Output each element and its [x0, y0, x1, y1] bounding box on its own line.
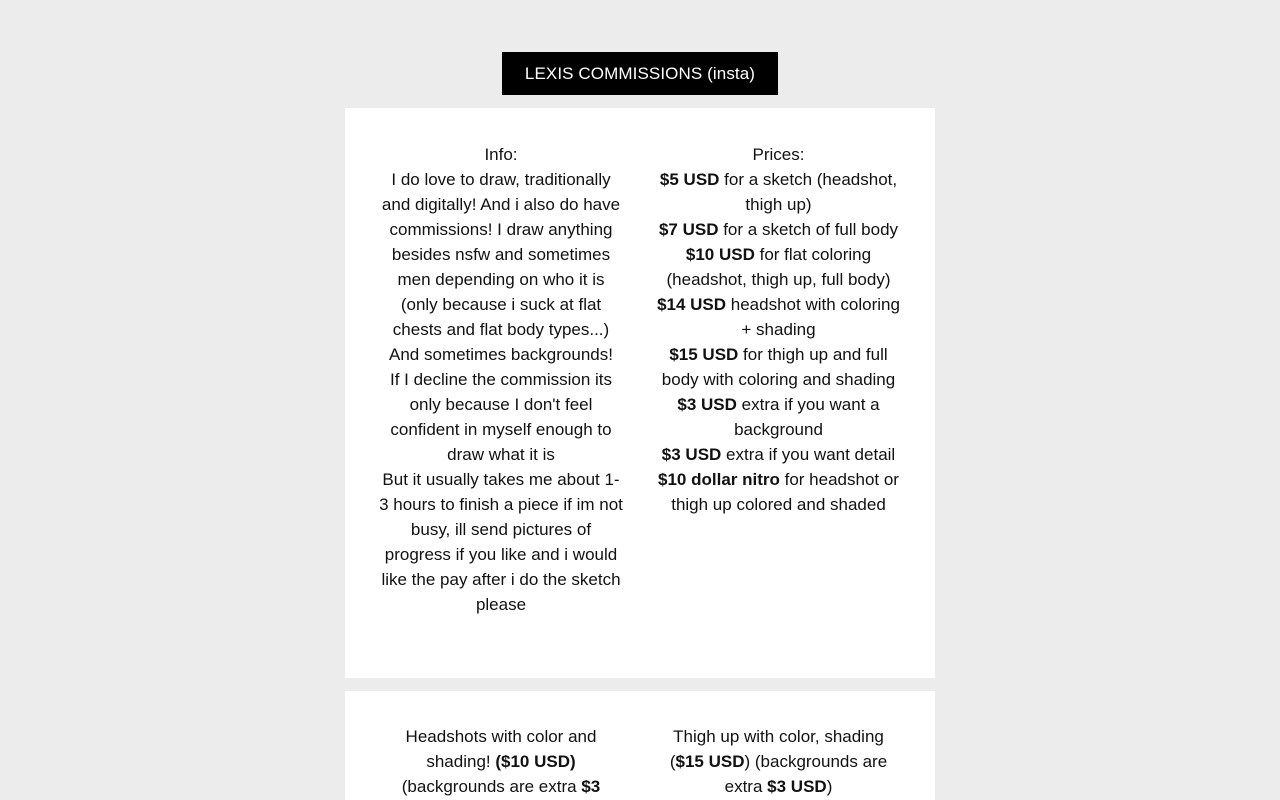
- headshot-extra-price: $3: [581, 777, 601, 796]
- price-item: [655, 242, 902, 292]
- thigh-up-caption-text: Thigh up with color, shading (: [669, 727, 884, 771]
- price-description: for thigh up and full body with coloring and shading: [661, 345, 896, 389]
- price-description: for headshot or thigh up colored and shaded: [671, 470, 899, 514]
- price-amount: $10 dollar nitro: [658, 470, 780, 489]
- headshot-caption-extra-text: (backgrounds are extra: [401, 777, 582, 796]
- page-title-text: LEXIS COMMISSIONS (insta): [524, 63, 756, 83]
- price-item: [655, 167, 902, 217]
- price-amount: $7 USD: [658, 220, 719, 239]
- info-paragraph-3: But it usually takes me about 1-3 hours to finish a piece if im not busy, ill send pictures of progress if you like and i would like the pay after i do the sketch please: [379, 470, 623, 614]
- price-amount: $5 USD: [659, 170, 720, 189]
- examples-card: [345, 691, 935, 800]
- thigh-up-extra-price: $3 USD: [767, 777, 827, 796]
- prices-column: [655, 142, 902, 517]
- price-description: extra if you want a background: [734, 395, 880, 439]
- price-description: headshot with coloring + shading: [726, 295, 900, 339]
- info-heading: Info:: [484, 145, 518, 164]
- price-amount: $15 USD: [669, 345, 739, 364]
- price-description: for a sketch of full body: [718, 220, 899, 239]
- price-amount: $14 USD: [657, 295, 727, 314]
- info-paragraph-2: If I decline the commission its only because I don't feel confident in myself enough to draw what it is: [389, 370, 613, 464]
- headshot-price: ($10 USD): [495, 752, 576, 771]
- thigh-up-example-caption: [657, 724, 900, 799]
- price-description: for a sketch (headshot, thigh up): [719, 170, 898, 214]
- thigh-up-caption-extra-text: ) (backgrounds are extra: [724, 752, 888, 796]
- info-paragraph-1: I do love to draw, traditionally and digitally! And i also do have commissions! I draw anything besides nsfw and sometimes men depending on who it is (only because i suck at flat chests and flat body types...) And sometimes backgrounds!: [381, 170, 621, 364]
- price-amount: $10 USD: [685, 245, 755, 264]
- info-column: [379, 142, 623, 617]
- price-description: extra if you want detail: [721, 445, 896, 464]
- price-description: for flat coloring (headshot, thigh up, full body): [666, 245, 891, 289]
- price-amount: $3 USD: [661, 445, 722, 464]
- headshot-caption-text: Headshots with color and shading!: [405, 727, 597, 771]
- price-amount: $3 USD: [677, 395, 737, 414]
- price-item: [655, 442, 902, 467]
- price-item: [655, 467, 902, 517]
- info-prices-card: [345, 108, 935, 678]
- thigh-up-price: $15 USD: [675, 752, 745, 771]
- price-item: [655, 292, 902, 342]
- price-item: [655, 217, 902, 242]
- headshot-example-caption: [391, 724, 611, 799]
- prices-heading: Prices:: [752, 145, 805, 164]
- thigh-up-caption-close: ): [826, 777, 833, 796]
- price-item: [655, 342, 902, 392]
- page-title: [502, 52, 778, 95]
- price-item: [655, 392, 902, 442]
